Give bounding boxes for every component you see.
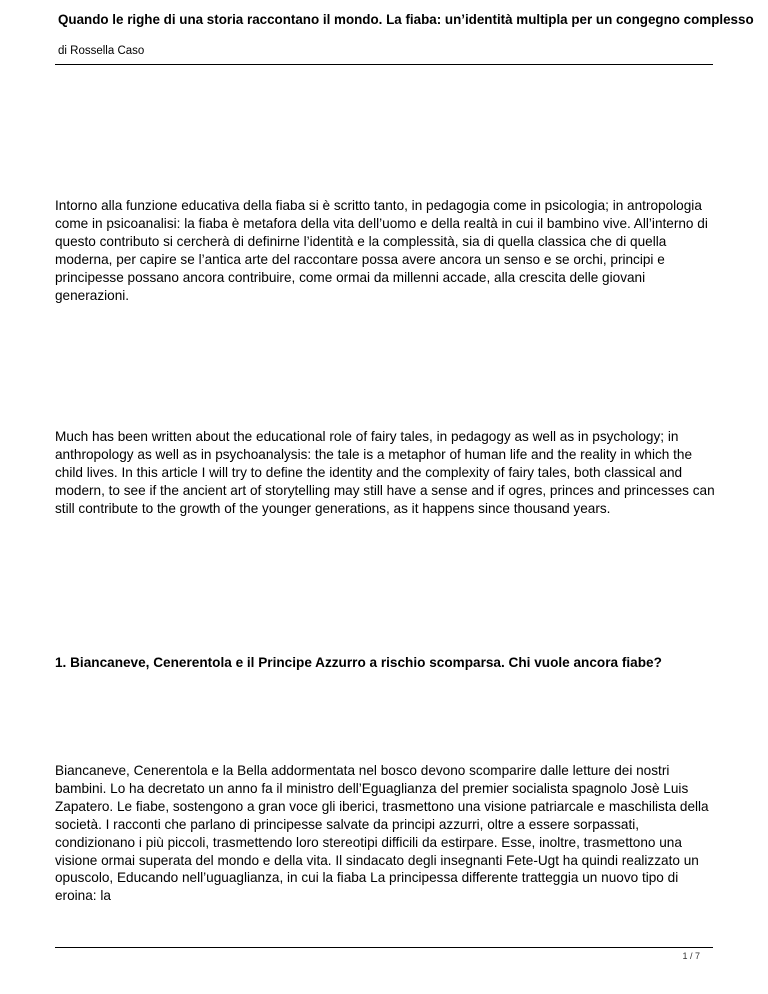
header-divider <box>55 64 713 65</box>
header-author: di Rossella Caso <box>58 45 145 57</box>
section-heading: 1. Biancaneve, Cenerentola e il Principe Azzurro a rischio scomparsa. Chi vuole ancora fiabe? <box>55 655 662 670</box>
abstract-english: Much has been written about the educational role of fairy tales, in pedagogy as well as in psychology; in anthropology as well as in psychoanalysis: the tale is a metaphor of human life and the reality in which the child lives. In this article I will try to define the identity and the complexity of fairy tales, both classical and modern, to see if the ancient art of storytelling may still have a sense and if ogres, princes and princesses can still contribute to the growth of the younger generations, as it happens since thousand years. <box>55 429 715 516</box>
abstract-italian: Intorno alla funzione educativa della fiaba si è scritto tanto, in pedagogia come in psicologia; in antropologia come in psicoanalisi: la fiaba è metafora della vita dell’uomo e della realtà in cui il bambino vive. All’interno di questo contributo si cercherà di definirne l’identità e la complessità, sia di quella classica che di quella moderna, per capire se l’antica arte del raccontare possa avere ancora un senso e se orchi, principi e principesse possano ancora contribuire, come ormai da millenni accade, alla crescita delle giovani generazioni. <box>55 198 708 303</box>
footer-divider <box>55 947 713 948</box>
page-number: 1 / 7 <box>682 951 700 961</box>
section-paragraph: Biancaneve, Cenerentola e la Bella addormentata nel bosco devono scomparire dalle letture dei nostri bambini. Lo ha decretato un anno fa il ministro dell’Eguaglianza del premier socialista spagnolo Josè Luis Zapatero. Le fiabe, sostengono a gran voce gli iberici, trasmettono una visione patriarcale e maschilista della società. I racconti che parlano di principesse salvate da principi azzurri, oltre a essere sorpassati, condizionano i più piccoli, trasmettendo loro stereotipi difficili da estirpare. Esse, inoltre, trasmettono una visione ormai superata del mondo e della vita. Il sindacato degli insegnanti Fete-Ugt ha quindi realizzato un opuscolo, Educando nell’uguaglianza, in cui la fiaba La principessa differente tratteggia un nuovo tipo di eroina: la <box>55 763 709 904</box>
header-title: Quando le righe di una storia raccontano il mondo. La fiaba: un’identità multipla per un congegno complesso <box>58 12 754 27</box>
